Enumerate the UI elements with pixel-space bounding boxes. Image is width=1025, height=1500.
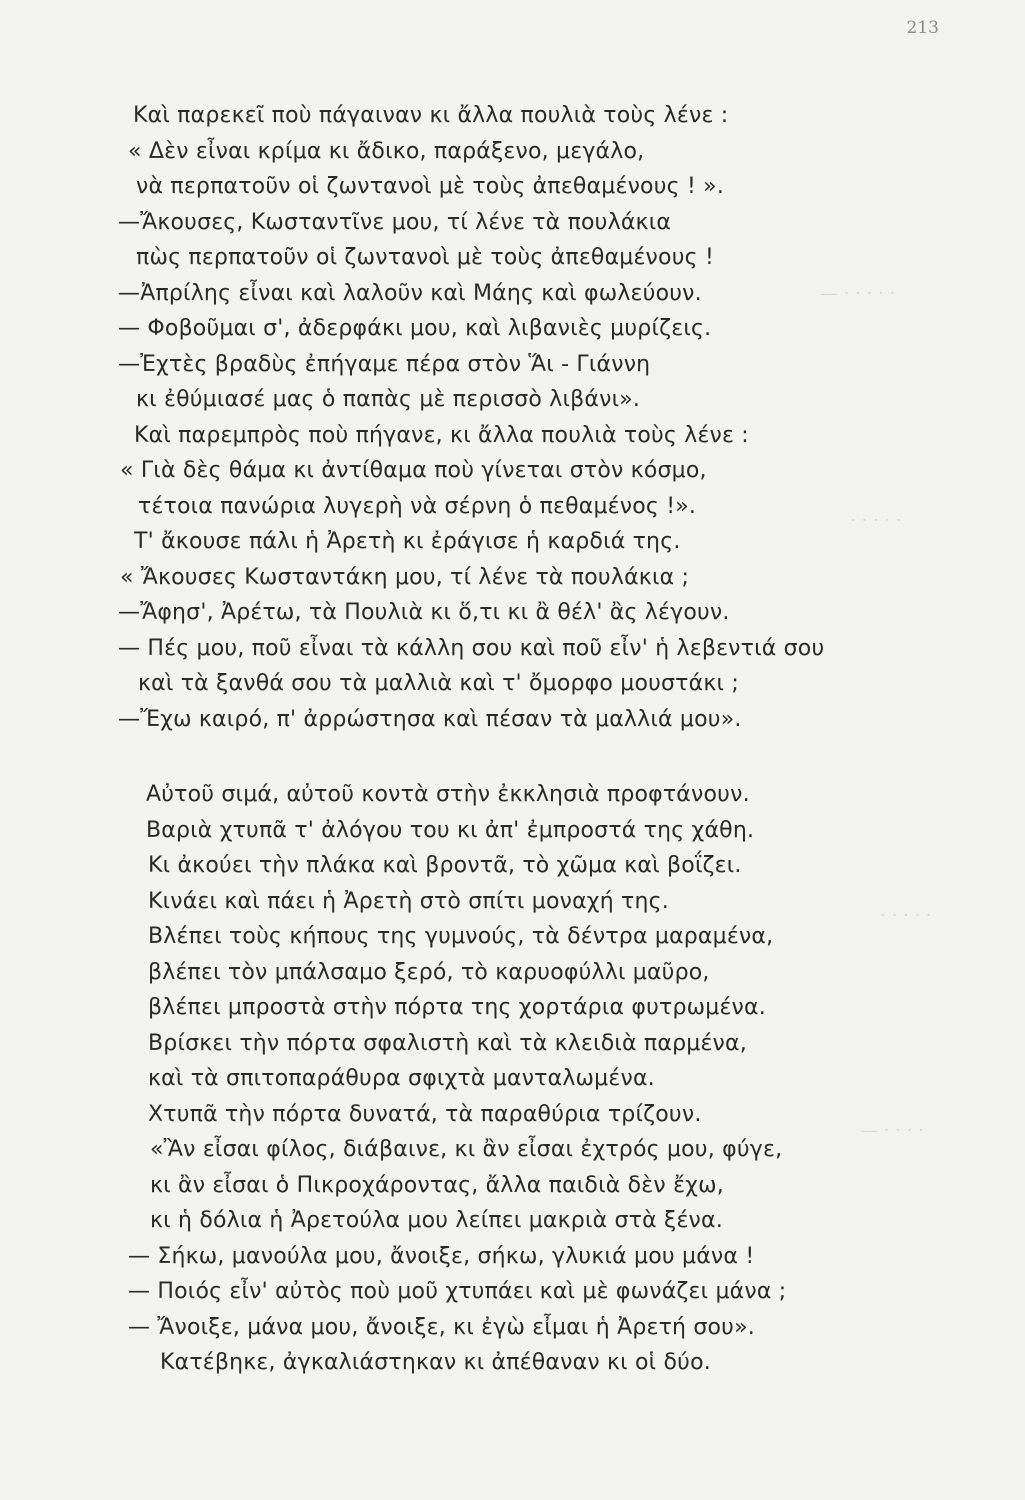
poem-line: καὶ τὰ ξανθά σου τὰ μαλλιὰ καὶ τ' ὄμορφο μουστάκι ; (138, 671, 739, 696)
poem-line: Κατέβηκε, ἀγκαλιάστηκαν κι ἀπέθαναν κι οἱ δύο. (160, 1350, 711, 1375)
poem-line: — Ἄνοιξε, μάνα μου, ἄνοιξε, κι ἐγὼ εἶμαι ἡ Ἀρετή σου». (128, 1314, 755, 1340)
bleed-through-mark: · · · · · (880, 905, 932, 926)
poem-line: Βλέπει τοὺς κήπους της γυμνούς, τὰ δέντρα μαραμένα, (148, 924, 774, 949)
poem-line: —Ἔχω καιρό, π' ἀρρώστησα καὶ πέσαν τὰ μαλλιά μου». (118, 706, 742, 732)
poem-line: —Ἐχτὲς βραδὺς ἐπήγαμε πέρα στὸν Ἅι - Γιάννη (118, 351, 651, 377)
poem-line: «Ἂν εἶσαι φίλος, διάβαινε, κι ἂν εἶσαι ἐχτρός μου, φύγε, (150, 1137, 783, 1162)
poem-line: « Δὲν εἶναι κρίμα κι ἄδικο, παράξενο, μεγάλο, (128, 138, 645, 164)
poem-line: κι ἐθύμιασέ μας ὁ παπὰς μὲ περισσὸ λιβάνι». (136, 387, 641, 412)
poem-line: βλέπει μπροστὰ στὴν πόρτα της χορτάρια φυτρωμένα. (148, 995, 766, 1020)
stanza-1 (0, 98, 1025, 737)
poem-line: — Πές μου, ποῦ εἶναι τὰ κάλλη σου καὶ ποῦ εἶν' ἡ λεβεντιά σου (118, 635, 825, 661)
poem-text (0, 98, 1025, 1381)
bleed-through-mark: · · · · · (850, 510, 902, 531)
poem-line: « Γιὰ δὲς θάμα κι ἀντίθαμα ποὺ γίνεται στὸν κόσμο, (120, 458, 707, 483)
poem-line: Κι ἀκούει τὴν πλάκα καὶ βροντᾶ, τὸ χῶμα καὶ βοΐζει. (148, 853, 742, 878)
poem-line: Τ' ἄκουσε πάλι ἡ Ἀρετὴ κι ἐράγισε ἡ καρδιά της. (134, 529, 681, 554)
poem-line: —Ἄφησ', Ἀρέτω, τὰ Πουλιὰ κι ὅ,τι κι ἂ θέλ' ἂς λέγουν. (118, 600, 730, 625)
poem-line: — Σήκω, μανούλα μου, ἄνοιξε, σήκω, γλυκιά μου μάνα ! (128, 1243, 755, 1269)
page-number: 213 (906, 18, 939, 38)
stanza-divider (0, 737, 1025, 777)
poem-line: καὶ τὰ σπιτοπαράθυρα σφιχτὰ μανταλωμένα. (148, 1066, 655, 1091)
poem-line: Βρίσκει τὴν πόρτα σφαλιστὴ καὶ τὰ κλειδιὰ παρμένα, (148, 1030, 747, 1056)
poem-line: κι ἡ δόλια ἡ Ἀρετούλα μου λείπει μακριὰ στὰ ξένα. (150, 1208, 723, 1233)
poem-line: Αὐτοῦ σιμά, αὐτοῦ κοντὰ στὴν ἐκκλησιὰ προφτάνουν. (146, 782, 750, 807)
bleed-through-mark: — · · · · (860, 1120, 924, 1141)
poem-line: « Ἄκουσες Κωσταντάκη μου, τί λένε τὰ πουλάκια ; (120, 564, 690, 590)
poem-line: κι ἂν εἶσαι ὁ Πικροχάροντας, ἄλλα παιδιὰ δὲν ἔχω, (150, 1172, 724, 1198)
bleed-through-mark: — · · · · · (820, 283, 896, 304)
poem-line: — Φοβοῦμαι σ', ἀδερφάκι μου, καὶ λιβανιὲς μυρίζεις. (118, 316, 712, 341)
poem-line: Βαριὰ χτυπᾶ τ' ἀλόγου του κι ἀπ' ἐμπροστά της χάθη. (146, 817, 755, 843)
poem-line: νὰ περπατοῦν οἱ ζωντανοὶ μὲ τοὺς ἀπεθαμένους ! ». (136, 174, 725, 199)
poem-line: Κινάει καὶ πάει ἡ Ἀρετὴ στὸ σπίτι μοναχή της. (148, 888, 669, 914)
poem-line: Χτυπᾶ τὴν πόρτα δυνατά, τὰ παραθύρια τρίζουν. (148, 1101, 702, 1127)
poem-line: —Ἄκουσες, Κωσταντῖνε μου, τί λένε τὰ πουλάκια (118, 209, 672, 235)
poem-line: — Ποιός εἶν' αὐτὸς ποὺ μοῦ χτυπάει καὶ μὲ φωνάζει μάνα ; (128, 1279, 787, 1304)
poem-line: Καὶ παρεμπρὸς ποὺ πήγανε, κι ἄλλα πουλιὰ τοὺς λένε : (134, 422, 749, 448)
stanza-2 (0, 777, 1025, 1381)
poem-line: τέτοια πανώρια λυγερὴ νὰ σέρνη ὁ πεθαμένος !». (138, 493, 697, 519)
poem-line: βλέπει τὸν μπάλσαμο ξερό, τὸ καρυοφύλλι μαῦρο, (148, 959, 710, 985)
poem-line: —Ἀπρίλης εἶναι καὶ λαλοῦν καὶ Μάης καὶ φωλεύουν. (118, 280, 702, 306)
poem-line: Καὶ παρεκεῖ ποὺ πάγαιναν κι ἄλλα πουλιὰ τοὺς λένε : (133, 103, 729, 128)
poem-line: πὼς περπατοῦν οἱ ζωντανοὶ μὲ τοὺς ἀπεθαμένους ! (136, 245, 714, 270)
